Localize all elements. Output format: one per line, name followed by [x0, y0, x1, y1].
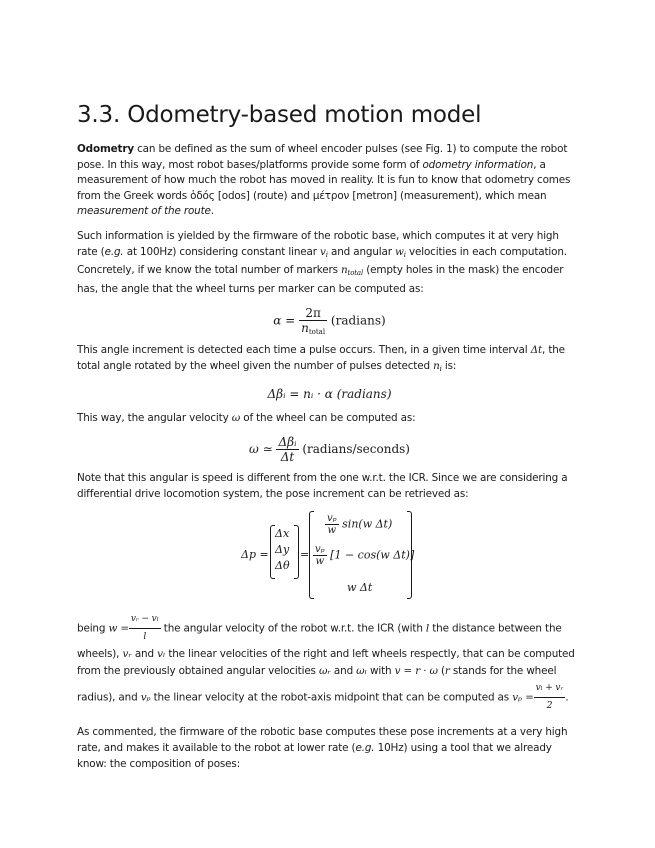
equation-omega: ω ≃ $\frac{\text{Δβᵢ}}{\Delta t}$ (radians/seconds) — [249, 435, 410, 465]
symbol-r: r — [444, 665, 450, 678]
matrix-row-1: $\frac{\text{vₚ}}{w}$ sin(w Δt) — [327, 513, 393, 537]
symbol-omega-l: ωₗ — [356, 665, 367, 678]
symbol-w-i: $w_i$ — [395, 245, 406, 259]
symbol-omega: ω — [231, 411, 241, 424]
paragraph-composition: As commented, the firmware of the robotic base computes these pose increments at a very high rate, and makes it available to the robot at lower rate (e.g. 10Hz) using a tool that we already know: the composition of poses: — [77, 726, 568, 770]
paragraph-icr-note: Note that this angular is speed is different from the one w.r.t. the ICR. Since we are considering a differential drive locomotion system, the pose increment can be retrieved as: — [77, 472, 568, 500]
equation-delta-beta: Δβᵢ = nᵢ · α (radians) — [267, 386, 392, 401]
term-odometry: Odometry — [77, 143, 134, 155]
paragraph-odometry-definition: Odometry can be defined as the sum of wheel encoder pulses (see Fig. 1) to compute the robot pose. In this way, most robot bases/platforms provide some form of odometry information, a measurement of how much the robot has moved in reality. It is fun to know that odometry comes from the Greek words ὁδός [odos] (route) and μέτρον [metron] (measurement), which mean measurement of the route. — [77, 143, 571, 218]
paragraph-angular-velocity: This way, the angular velocity ω of the wheel can be computed as: — [77, 411, 416, 424]
symbol-omega-r: ωᵣ — [318, 665, 331, 678]
paragraph-velocities: being w = $\frac{\text{vᵣ − vₗ}}{l}$ the angular velocity of the robot w.r.t. the ICR (with l the distance between the wheels), vᵣ and vₗ the linear velocities of the right and left wheels respectly, that can be computed from the previously obtained angular velocities ωᵣ and ωₗ with v = r · ω (r stands for the wheel radius), and vₚ the linear velocity at the robot-axis midpoint that can be computed as vₚ = $\frac{\text{vₗ + vᵣ}}{2}$ . — [77, 611, 582, 715]
symbol-n-i: $n_i$ — [433, 359, 442, 373]
symbol-v-p: vₚ — [140, 691, 151, 704]
symbol-v-i: $v_i$ — [320, 245, 328, 259]
matrix-row-3: w Δt — [347, 581, 373, 595]
pose-vector: Δx Δy Δθ — [275, 527, 290, 573]
document-page — [77, 102, 582, 781]
symbol-n-total: $n_{total}$ — [341, 264, 364, 278]
matrix-row-2: $\frac{\text{vₚ}}{w}$ [1 − cos(w Δt)] — [315, 544, 415, 568]
fraction-vp: $\frac{\text{vₗ + vᵣ}}{2}$ — [534, 680, 566, 715]
fraction-w: $\frac{\text{vᵣ − vₗ}}{l}$ — [129, 611, 161, 646]
emphasis-odometry-information: odometry information — [422, 158, 534, 171]
pose-lhs: Δp = — [241, 548, 269, 562]
emphasis-measurement-route: measurement of the route — [77, 205, 211, 218]
symbol-v-r: vᵣ — [122, 648, 132, 661]
equation-alpha: α = $\frac{2\pi}{n_{total}}$ (radians) — [273, 306, 386, 337]
section-title: 3.3. Odometry-based motion model — [77, 102, 482, 128]
paragraph-firmware: Such information is yielded by the firmware of the robotic base, which computes it at very high rate (e.g. at 100Hz) considering constant linear $v_i$ and angular $w_i$ velocities in each computation. Concretely, if we know the total number of markers $n_{total}$ (empty holes in the mask) the encoder has, the angle that the wheel turns per marker can be computed as: — [77, 229, 567, 295]
paragraph-angle-increment: This angle increment is detected each time a pulse occurs. Then, in a given time interval Δt, the total angle rotated by the wheel given the number of pulses detected $n_i$ is: — [77, 344, 565, 373]
equation-pose-increment: Δp = Δx Δy Δθ = $\frac{\text{vₚ}}{w}$ sin(w Δt) $\frac{\text{vₚ}}{w}$ [1 − cos(w Δt)] w Δt — [77, 511, 582, 603]
formula-v-r-omega: v = r · ω — [394, 665, 438, 678]
symbol-v-l: vₗ — [157, 648, 166, 661]
vector-right-bracket — [294, 525, 299, 579]
symbol-l: l — [425, 622, 430, 635]
matrix-right-bracket — [407, 511, 412, 599]
symbol-delta-t: Δt — [530, 344, 543, 357]
